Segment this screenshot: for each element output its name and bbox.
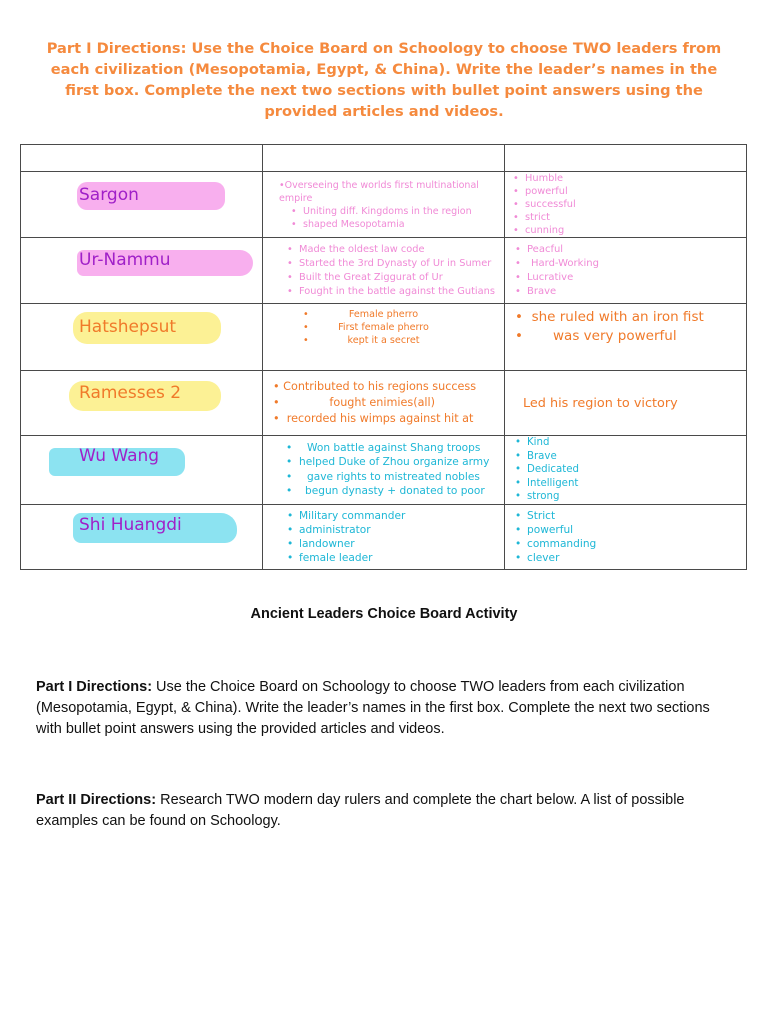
bullet-dot: • <box>303 309 309 320</box>
traits-cell <box>505 436 747 505</box>
accomplishments-cell <box>263 238 505 304</box>
bullet-item: • powerful <box>527 523 746 537</box>
bullet-item: • she ruled with an iron fist <box>515 309 704 325</box>
bullet-item: • Started the 3rd Dynasty of Ur in Sumer <box>299 257 504 271</box>
bullet-dot: • <box>273 396 280 409</box>
bullet-dot: • <box>515 309 523 325</box>
traits-cell <box>505 238 747 304</box>
bullet-item: • Female pherro <box>303 309 419 320</box>
bullet-item: • was very powerful <box>515 328 677 344</box>
table-row <box>21 172 747 238</box>
leader-name: Sargon <box>79 185 139 205</box>
bullet-item: • Hard-Working <box>527 257 746 271</box>
leader-name-cell <box>21 238 263 304</box>
bullet-item: • landowner <box>299 537 504 551</box>
bullet-item: • Intelligent <box>527 477 746 491</box>
table-row <box>21 504 747 569</box>
bullet-item: • helped Duke of Zhou organize army <box>286 456 490 469</box>
table-header-row <box>21 145 747 172</box>
bullet-dot: • <box>273 412 280 425</box>
table-row <box>21 436 747 505</box>
trait-text: Led his region to victory <box>523 395 678 411</box>
leader-name-cell <box>21 504 263 569</box>
bullet-item: • Dedicated <box>527 463 746 477</box>
header-cell <box>263 145 505 172</box>
part1-label: Part I Directions: <box>36 679 153 695</box>
bullet-dot: • <box>286 441 293 454</box>
bullet-item: • successful <box>525 198 746 211</box>
bullet-item: • commanding <box>527 537 746 551</box>
table-row <box>21 371 747 436</box>
bullet-dot: • <box>286 470 293 483</box>
table-row <box>21 304 747 371</box>
accomplishments-cell <box>263 172 505 238</box>
bullet-item: • shaped Mesopotamia <box>303 218 498 231</box>
bullet-item: • administrator <box>299 523 504 537</box>
traits-cell <box>505 172 747 238</box>
bullet-item: • Military commander <box>299 509 504 523</box>
bullet-item: • clever <box>527 551 746 565</box>
bullet-dot: • <box>286 485 293 498</box>
leader-name: Ur-Nammu <box>79 250 171 270</box>
leader-name: Ramesses 2 <box>79 383 182 403</box>
accomplishments-cell <box>263 436 505 505</box>
bullet-item: • gave rights to mistreated nobles <box>286 470 480 483</box>
bullet-dot: • <box>303 335 309 346</box>
bullet-item: • powerful <box>525 185 746 198</box>
traits-cell <box>505 371 747 436</box>
bullet-item: • Made the oldest law code <box>299 243 504 257</box>
bullet-dot: • <box>273 380 280 393</box>
bullet-item: • Strict <box>527 509 746 523</box>
bullet-item: • Won battle against Shang troops <box>286 441 481 454</box>
header-cell <box>505 145 747 172</box>
leader-name-cell <box>21 436 263 505</box>
bullet-item: • Lucrative <box>527 271 746 285</box>
bullet-item: • Built the Great Ziggurat of Ur <box>299 271 504 285</box>
bullet-item: • strict <box>525 211 746 224</box>
leader-name-cell <box>21 172 263 238</box>
bullet-item: • fought enimies(all) <box>273 396 436 409</box>
header-cell <box>21 145 263 172</box>
bullet-item: • strong <box>527 490 746 504</box>
part1-text: Use the Choice Board on Schoology to choose TWO leaders from each civilization (Mesopotamia, Egypt, & China). Write the leader’s names in the first box. Complete the next two sections with bullet point answers using the provided articles and videos. <box>36 679 710 737</box>
bullet-item: • Peacful <box>527 243 746 257</box>
top-directions-heading: Part I Directions: Use the Choice Board on Schoology to choose TWO leaders from each civilization (Mesopotamia, Egypt, & China). Write the leader’s names in the first box. Complete the next two sections with bullet point answers using the provided articles and videos. <box>46 40 722 120</box>
table-row <box>21 238 747 304</box>
bullet-item: • recorded his wimps against hit at <box>273 412 474 425</box>
leader-name: Shi Huangdi <box>79 514 182 535</box>
traits-cell <box>505 304 747 371</box>
part1-directions <box>36 677 736 740</box>
accomplishments-cell <box>263 304 505 371</box>
bullet-item: • kept it a secret <box>303 335 420 346</box>
bullet-dot: • <box>303 322 309 333</box>
bullet-item: • Kind <box>527 436 746 450</box>
bullet-item: • Fought in the battle against the Gutians <box>299 285 504 299</box>
bullet-item: • Brave <box>527 450 746 464</box>
part2-directions <box>36 790 736 832</box>
bullet-item: •Overseeing the worlds first multinational empire <box>279 179 479 204</box>
bullet-item: • Brave <box>527 285 746 299</box>
part2-label: Part II Directions: <box>36 792 157 808</box>
bullet-item: • Uniting diff. Kingdoms in the region <box>303 205 498 218</box>
bullet-item: • female leader <box>299 551 504 565</box>
accomplishments-cell <box>263 371 505 436</box>
bullet-item: • Humble <box>525 172 746 185</box>
accomplishments-cell <box>263 504 505 569</box>
bullet-dot: • <box>286 456 293 469</box>
traits-cell <box>505 504 747 569</box>
leader-name-cell <box>21 304 263 371</box>
leader-name: Wu Wang <box>79 446 160 466</box>
bullet-item: • First female pherro <box>303 322 429 333</box>
leader-name-cell <box>21 371 263 436</box>
leader-name: Hatshepsut <box>79 317 177 337</box>
bullet-item: • begun dynasty + donated to poor <box>286 485 485 498</box>
bullet-dot: • <box>515 328 523 344</box>
bullet-item: • cunning <box>525 224 746 237</box>
part2-text: Research TWO modern day rulers and complete the chart below. A list of possible examples can be found on Schoology. <box>36 792 685 829</box>
leaders-table <box>20 144 747 570</box>
document-title: Ancient Leaders Choice Board Activity <box>250 606 518 622</box>
bullet-item: • Contributed to his regions success <box>273 380 477 393</box>
